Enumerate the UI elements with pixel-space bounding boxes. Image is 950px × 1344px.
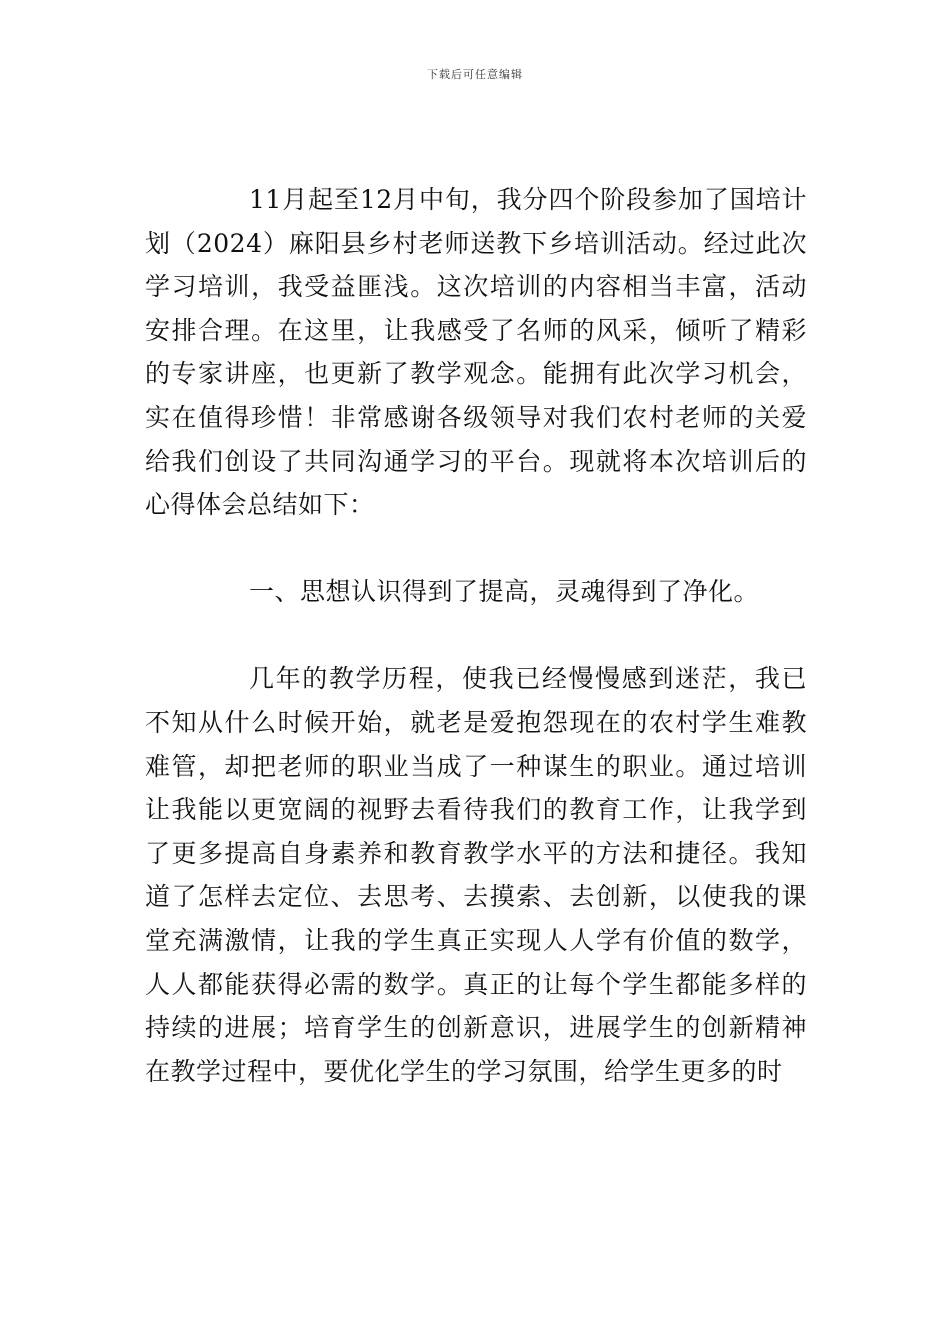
document-body [145,178,807,1093]
page-header-note: 下载后可任意编辑 [427,68,523,81]
section-heading: 一、思想认识得到了提高，灵魂得到了净化。 [249,576,760,606]
intro-paragraph: 11月起至12月中旬，我分四个阶段参加了国培计划（2024）麻阳县乡村老师送教下乡培训活动。经过此次学习培训，我受益匪浅。这次培训的内容相当丰富，活动安排合理。在这里，让我感受了名师的风采，倾听了精彩的专家讲座，也更新了教学观念。能拥有此次学习机会，实在值得珍惜！非常感谢各级领导对我们农村老师的关爱给我们创设了共同沟通学习的平台。现就将本次培训后的心得体会总结如下： [145,185,807,520]
body-paragraph: 几年的教学历程，使我已经慢慢感到迷茫，我已不知从什么时候开始，就老是爱抱怨现在的农村学生难教难管，却把老师的职业当成了一种谋生的职业。通过培训让我能以更宽阔的视野去看待我们的教育工作，让我学到了更多提高自身素养和教育教学水平的方法和捷径。我知道了怎样去定位、去思考、去摸索、去创新，以使我的课堂充满激情，让我的学生真正实现人人学有价值的数学，人人都能获得必需的数学。真正的让每个学生都能多样的持续的进展；培育学生的创新意识，进展学生的创新精神在教学过程中，要优化学生的学习氛围，给学生更多的时 [145,664,807,1086]
